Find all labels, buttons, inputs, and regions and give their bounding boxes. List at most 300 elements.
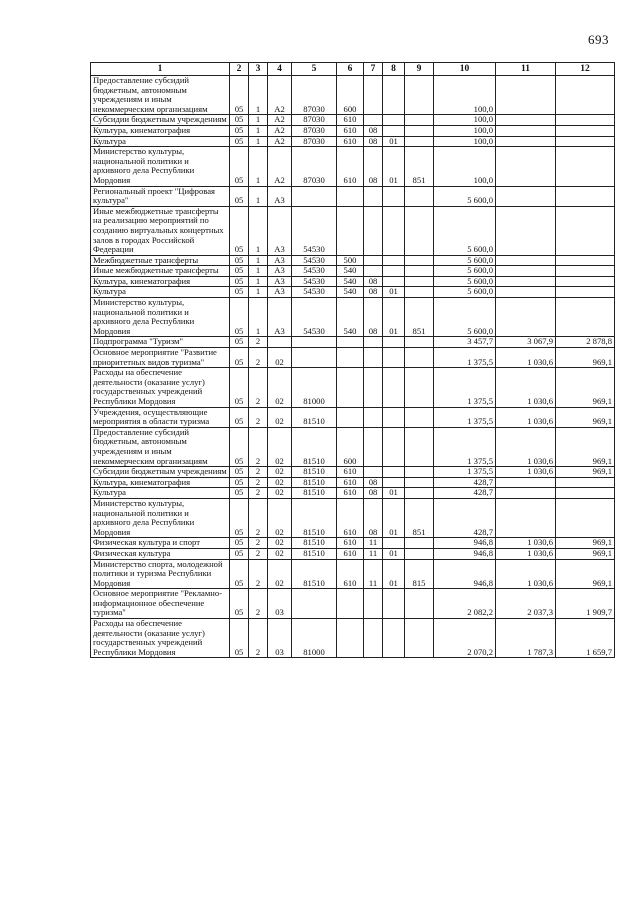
row-amount-11: 2 037,3 xyxy=(496,589,556,619)
row-code-2: 05 xyxy=(230,76,249,115)
table-row xyxy=(91,407,615,427)
row-code-2: 05 xyxy=(230,477,249,488)
row-amount-12 xyxy=(556,488,615,499)
row-code-2: 05 xyxy=(230,276,249,287)
row-amount-10: 3 457,7 xyxy=(434,337,496,348)
row-code-2: 05 xyxy=(230,488,249,499)
row-amount-11 xyxy=(496,136,556,147)
row-code-6 xyxy=(337,589,364,619)
column-header: 8 xyxy=(383,63,405,76)
row-code-4: А2 xyxy=(268,76,292,115)
column-header: 1 xyxy=(91,63,230,76)
table-row xyxy=(91,559,615,589)
column-header: 6 xyxy=(337,63,364,76)
row-code-9 xyxy=(405,589,434,619)
row-amount-11 xyxy=(496,76,556,115)
row-code-9 xyxy=(405,186,434,206)
row-code-8 xyxy=(383,348,405,368)
row-code-8 xyxy=(383,368,405,407)
row-code-7 xyxy=(364,427,383,466)
row-code-4: 02 xyxy=(268,548,292,559)
row-code-6: 540 xyxy=(337,276,364,287)
row-code-3: 2 xyxy=(249,407,268,427)
row-code-2: 05 xyxy=(230,427,249,466)
row-amount-12: 969,1 xyxy=(556,427,615,466)
row-code-4 xyxy=(268,337,292,348)
row-amount-12 xyxy=(556,136,615,147)
row-code-6 xyxy=(337,407,364,427)
row-code-5: 81510 xyxy=(292,427,337,466)
row-code-5: 81510 xyxy=(292,407,337,427)
row-code-3: 2 xyxy=(249,368,268,407)
row-code-5 xyxy=(292,589,337,619)
row-code-3: 1 xyxy=(249,115,268,126)
row-code-5: 81510 xyxy=(292,498,337,537)
row-description: Культура xyxy=(91,136,230,147)
row-code-3: 1 xyxy=(249,298,268,337)
row-code-4: 02 xyxy=(268,348,292,368)
row-code-6 xyxy=(337,368,364,407)
row-description: Культура, кинематография xyxy=(91,276,230,287)
row-code-6 xyxy=(337,337,364,348)
row-code-5: 81510 xyxy=(292,488,337,499)
row-code-8: 01 xyxy=(383,147,405,186)
table-row xyxy=(91,477,615,488)
row-code-2: 05 xyxy=(230,115,249,126)
row-code-4: 02 xyxy=(268,368,292,407)
row-amount-10: 946,8 xyxy=(434,548,496,559)
row-description: Региональный проект "Цифровая культура" xyxy=(91,186,230,206)
row-amount-11 xyxy=(496,498,556,537)
row-code-4: А3 xyxy=(268,206,292,255)
row-code-5: 54530 xyxy=(292,255,337,266)
row-code-3: 1 xyxy=(249,76,268,115)
row-code-5: 54530 xyxy=(292,276,337,287)
row-amount-11: 3 067,9 xyxy=(496,337,556,348)
row-code-6 xyxy=(337,619,364,658)
row-code-7: 08 xyxy=(364,276,383,287)
row-code-7 xyxy=(364,407,383,427)
row-code-7 xyxy=(364,368,383,407)
row-amount-12 xyxy=(556,115,615,126)
row-code-7: 11 xyxy=(364,548,383,559)
row-code-5: 81510 xyxy=(292,548,337,559)
column-header: 10 xyxy=(434,63,496,76)
row-code-2: 05 xyxy=(230,298,249,337)
row-amount-12: 969,1 xyxy=(556,538,615,549)
row-amount-10: 1 375,5 xyxy=(434,407,496,427)
row-code-7: 11 xyxy=(364,559,383,589)
row-code-2: 05 xyxy=(230,559,249,589)
row-code-4: А2 xyxy=(268,147,292,186)
row-amount-12: 969,1 xyxy=(556,548,615,559)
row-amount-12 xyxy=(556,147,615,186)
row-code-3: 2 xyxy=(249,467,268,478)
row-code-7: 08 xyxy=(364,136,383,147)
row-amount-10: 428,7 xyxy=(434,477,496,488)
row-code-4: А3 xyxy=(268,298,292,337)
row-code-9 xyxy=(405,337,434,348)
column-header: 9 xyxy=(405,63,434,76)
row-amount-11 xyxy=(496,287,556,298)
row-amount-11 xyxy=(496,125,556,136)
row-code-3: 1 xyxy=(249,186,268,206)
row-amount-11: 1 030,6 xyxy=(496,538,556,549)
row-amount-12 xyxy=(556,206,615,255)
row-code-3: 1 xyxy=(249,266,268,277)
row-amount-10: 5 600,0 xyxy=(434,266,496,277)
row-amount-11: 1 030,6 xyxy=(496,368,556,407)
row-code-7 xyxy=(364,589,383,619)
row-code-3: 1 xyxy=(249,147,268,186)
row-code-7 xyxy=(364,255,383,266)
row-code-6: 610 xyxy=(337,538,364,549)
row-code-6: 540 xyxy=(337,266,364,277)
row-code-3: 1 xyxy=(249,206,268,255)
row-description: Министерство спорта, молодежной политики и туризма Республики Мордовия xyxy=(91,559,230,589)
row-code-8 xyxy=(383,125,405,136)
row-code-9 xyxy=(405,477,434,488)
row-code-9 xyxy=(405,407,434,427)
row-code-7 xyxy=(364,467,383,478)
row-code-8 xyxy=(383,589,405,619)
table-row xyxy=(91,125,615,136)
row-description: Учреждения, осуществляющие мероприятия в области туризма xyxy=(91,407,230,427)
table-row xyxy=(91,548,615,559)
row-description: Иные межбюджетные трансферты xyxy=(91,266,230,277)
row-code-3: 1 xyxy=(249,136,268,147)
row-code-2: 05 xyxy=(230,136,249,147)
row-code-2: 05 xyxy=(230,125,249,136)
row-code-8 xyxy=(383,427,405,466)
row-code-5: 87030 xyxy=(292,136,337,147)
row-amount-12: 969,1 xyxy=(556,348,615,368)
row-amount-12 xyxy=(556,498,615,537)
row-code-5 xyxy=(292,337,337,348)
row-amount-11 xyxy=(496,186,556,206)
table-row xyxy=(91,298,615,337)
row-code-6: 600 xyxy=(337,427,364,466)
row-code-9: 815 xyxy=(405,559,434,589)
row-code-8 xyxy=(383,186,405,206)
table-row xyxy=(91,276,615,287)
row-code-9 xyxy=(405,538,434,549)
row-code-2: 05 xyxy=(230,467,249,478)
row-code-5: 81510 xyxy=(292,559,337,589)
row-code-3: 1 xyxy=(249,276,268,287)
row-code-4: 03 xyxy=(268,589,292,619)
row-code-9 xyxy=(405,488,434,499)
row-code-7 xyxy=(364,266,383,277)
row-amount-12: 969,1 xyxy=(556,368,615,407)
row-code-8 xyxy=(383,255,405,266)
row-amount-11 xyxy=(496,115,556,126)
row-code-7 xyxy=(364,115,383,126)
row-code-9: 851 xyxy=(405,147,434,186)
column-header: 3 xyxy=(249,63,268,76)
row-code-6: 610 xyxy=(337,147,364,186)
row-description: Межбюджетные трансферты xyxy=(91,255,230,266)
row-code-9 xyxy=(405,125,434,136)
row-code-5: 81510 xyxy=(292,467,337,478)
row-code-3: 1 xyxy=(249,287,268,298)
row-code-2: 05 xyxy=(230,498,249,537)
row-amount-10: 1 375,5 xyxy=(434,427,496,466)
row-amount-11: 1 030,6 xyxy=(496,467,556,478)
row-code-7: 08 xyxy=(364,147,383,186)
row-code-3: 2 xyxy=(249,589,268,619)
row-description: Культура xyxy=(91,287,230,298)
row-description: Министерство культуры, национальной политики и архивного дела Республики Мордовия xyxy=(91,147,230,186)
row-amount-10: 428,7 xyxy=(434,498,496,537)
row-code-9 xyxy=(405,206,434,255)
row-amount-10: 5 600,0 xyxy=(434,298,496,337)
table-row xyxy=(91,76,615,115)
table-row xyxy=(91,348,615,368)
row-code-6: 610 xyxy=(337,136,364,147)
row-code-6 xyxy=(337,186,364,206)
row-amount-10: 5 600,0 xyxy=(434,255,496,266)
row-code-4: 02 xyxy=(268,407,292,427)
row-code-3: 2 xyxy=(249,619,268,658)
row-code-3: 2 xyxy=(249,559,268,589)
row-amount-11 xyxy=(496,255,556,266)
row-amount-12: 969,1 xyxy=(556,407,615,427)
row-code-8 xyxy=(383,538,405,549)
row-code-7 xyxy=(364,348,383,368)
row-code-9 xyxy=(405,467,434,478)
row-amount-11: 1 030,6 xyxy=(496,548,556,559)
row-code-9 xyxy=(405,348,434,368)
row-code-8 xyxy=(383,467,405,478)
row-code-4: А2 xyxy=(268,136,292,147)
row-description: Физическая культура xyxy=(91,548,230,559)
row-amount-12: 2 878,8 xyxy=(556,337,615,348)
table-row xyxy=(91,266,615,277)
row-code-2: 05 xyxy=(230,186,249,206)
column-header: 4 xyxy=(268,63,292,76)
row-code-8 xyxy=(383,115,405,126)
row-amount-10: 100,0 xyxy=(434,115,496,126)
row-code-3: 2 xyxy=(249,548,268,559)
row-code-2: 05 xyxy=(230,147,249,186)
row-code-8 xyxy=(383,266,405,277)
row-code-2: 05 xyxy=(230,538,249,549)
row-code-9 xyxy=(405,368,434,407)
row-code-3: 2 xyxy=(249,477,268,488)
row-code-4: А3 xyxy=(268,287,292,298)
row-code-4: 02 xyxy=(268,427,292,466)
row-code-5: 87030 xyxy=(292,76,337,115)
row-code-3: 1 xyxy=(249,255,268,266)
row-code-7: 08 xyxy=(364,488,383,499)
row-code-5: 54530 xyxy=(292,266,337,277)
row-code-8: 01 xyxy=(383,559,405,589)
row-code-9 xyxy=(405,136,434,147)
row-code-2: 05 xyxy=(230,266,249,277)
row-code-3: 1 xyxy=(249,125,268,136)
table-row xyxy=(91,538,615,549)
row-amount-10: 5 600,0 xyxy=(434,186,496,206)
row-code-4: 02 xyxy=(268,488,292,499)
row-code-2: 05 xyxy=(230,348,249,368)
table-row xyxy=(91,206,615,255)
table-body xyxy=(91,76,615,658)
row-code-6: 610 xyxy=(337,115,364,126)
row-code-8: 01 xyxy=(383,488,405,499)
row-amount-12 xyxy=(556,255,615,266)
row-amount-11 xyxy=(496,206,556,255)
row-amount-10: 1 375,5 xyxy=(434,467,496,478)
row-code-4: 02 xyxy=(268,538,292,549)
row-code-9 xyxy=(405,427,434,466)
row-code-3: 2 xyxy=(249,538,268,549)
row-code-8: 01 xyxy=(383,136,405,147)
row-amount-10: 100,0 xyxy=(434,76,496,115)
row-amount-10: 100,0 xyxy=(434,125,496,136)
row-code-8 xyxy=(383,206,405,255)
row-code-8: 01 xyxy=(383,298,405,337)
row-code-7: 08 xyxy=(364,287,383,298)
row-amount-10: 2 070,2 xyxy=(434,619,496,658)
row-code-5: 87030 xyxy=(292,125,337,136)
row-amount-10: 100,0 xyxy=(434,147,496,186)
row-amount-12: 969,1 xyxy=(556,467,615,478)
row-code-4: 02 xyxy=(268,498,292,537)
row-code-4: А2 xyxy=(268,115,292,126)
budget-table xyxy=(90,62,615,658)
column-header: 5 xyxy=(292,63,337,76)
row-code-6 xyxy=(337,206,364,255)
table-row xyxy=(91,498,615,537)
row-code-9 xyxy=(405,619,434,658)
row-amount-10: 100,0 xyxy=(434,136,496,147)
row-amount-12 xyxy=(556,76,615,115)
row-code-6: 610 xyxy=(337,477,364,488)
row-code-9 xyxy=(405,76,434,115)
row-description: Субсидии бюджетным учреждениям xyxy=(91,467,230,478)
row-code-6: 540 xyxy=(337,298,364,337)
row-amount-10: 946,8 xyxy=(434,538,496,549)
row-code-4: 02 xyxy=(268,467,292,478)
row-code-2: 05 xyxy=(230,287,249,298)
row-code-7: 08 xyxy=(364,298,383,337)
row-code-4: А3 xyxy=(268,186,292,206)
row-code-8 xyxy=(383,76,405,115)
row-code-2: 05 xyxy=(230,619,249,658)
column-header: 11 xyxy=(496,63,556,76)
row-code-4: А2 xyxy=(268,125,292,136)
row-amount-11 xyxy=(496,477,556,488)
row-code-8: 01 xyxy=(383,548,405,559)
row-code-9 xyxy=(405,276,434,287)
row-amount-12: 969,1 xyxy=(556,559,615,589)
row-code-8: 01 xyxy=(383,498,405,537)
row-description: Культура, кинематография xyxy=(91,477,230,488)
row-code-8 xyxy=(383,619,405,658)
row-description: Культура, кинематография xyxy=(91,125,230,136)
row-code-5: 81510 xyxy=(292,538,337,549)
row-amount-11: 1 030,6 xyxy=(496,427,556,466)
row-code-7 xyxy=(364,619,383,658)
row-amount-12 xyxy=(556,287,615,298)
row-code-9 xyxy=(405,266,434,277)
table-row xyxy=(91,186,615,206)
table-row xyxy=(91,619,615,658)
row-code-4: 02 xyxy=(268,559,292,589)
row-code-2: 05 xyxy=(230,407,249,427)
row-code-6: 540 xyxy=(337,287,364,298)
row-description: Министерство культуры, национальной политики и архивного дела Республики Мордовия xyxy=(91,298,230,337)
row-amount-12 xyxy=(556,276,615,287)
row-code-5: 87030 xyxy=(292,115,337,126)
row-amount-10: 5 600,0 xyxy=(434,276,496,287)
table-row xyxy=(91,255,615,266)
row-code-5 xyxy=(292,186,337,206)
table-row xyxy=(91,467,615,478)
row-amount-10: 5 600,0 xyxy=(434,287,496,298)
row-description: Подпрограмма "Туризм" xyxy=(91,337,230,348)
table-row xyxy=(91,287,615,298)
row-description: Физическая культура и спорт xyxy=(91,538,230,549)
row-code-8 xyxy=(383,477,405,488)
row-description: Культура xyxy=(91,488,230,499)
row-amount-11 xyxy=(496,266,556,277)
page-number: 693 xyxy=(588,32,609,47)
row-amount-11: 1 030,6 xyxy=(496,407,556,427)
table-row xyxy=(91,427,615,466)
row-description: Иные межбюджетные трансферты на реализацию мероприятий по созданию виртуальных концертных залов в городах Российской Федерации xyxy=(91,206,230,255)
row-amount-12 xyxy=(556,125,615,136)
row-code-7: 08 xyxy=(364,125,383,136)
row-amount-12 xyxy=(556,186,615,206)
row-code-3: 2 xyxy=(249,348,268,368)
row-amount-11: 1 030,6 xyxy=(496,348,556,368)
row-code-7 xyxy=(364,206,383,255)
row-code-6: 610 xyxy=(337,548,364,559)
row-code-5: 81000 xyxy=(292,619,337,658)
row-code-2: 05 xyxy=(230,589,249,619)
row-amount-11: 1 030,6 xyxy=(496,559,556,589)
row-amount-11 xyxy=(496,276,556,287)
table-row xyxy=(91,368,615,407)
row-code-7 xyxy=(364,337,383,348)
row-code-9 xyxy=(405,115,434,126)
row-code-5: 54530 xyxy=(292,287,337,298)
row-amount-12 xyxy=(556,477,615,488)
row-code-6: 610 xyxy=(337,125,364,136)
row-amount-11 xyxy=(496,298,556,337)
row-amount-10: 1 375,5 xyxy=(434,348,496,368)
table-row xyxy=(91,147,615,186)
table-row xyxy=(91,115,615,126)
row-description: Расходы на обеспечение деятельности (оказание услуг) государственных учреждений Республики Мордовия xyxy=(91,368,230,407)
row-code-8 xyxy=(383,407,405,427)
row-code-3: 2 xyxy=(249,337,268,348)
row-description: Основное мероприятие "Рекламно-информационное обеспечение туризма" xyxy=(91,589,230,619)
row-code-3: 2 xyxy=(249,498,268,537)
row-amount-10: 428,7 xyxy=(434,488,496,499)
row-code-8 xyxy=(383,337,405,348)
row-code-4: А3 xyxy=(268,276,292,287)
row-code-7 xyxy=(364,76,383,115)
table-row xyxy=(91,589,615,619)
row-code-4: А3 xyxy=(268,255,292,266)
row-code-6: 610 xyxy=(337,498,364,537)
row-amount-12 xyxy=(556,266,615,277)
row-code-6: 500 xyxy=(337,255,364,266)
row-code-5: 54530 xyxy=(292,298,337,337)
